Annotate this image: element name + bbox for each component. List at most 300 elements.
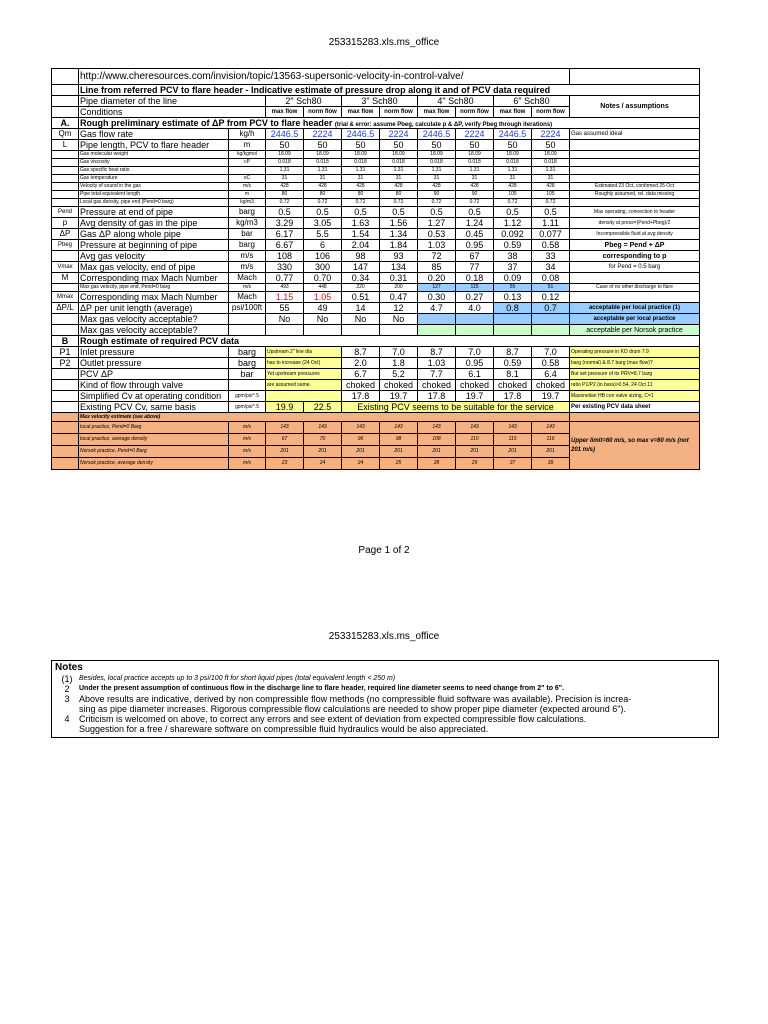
condition-6: max flow <box>494 107 532 118</box>
row-value-3: No <box>380 314 418 325</box>
velocity-value-4: 108 <box>418 434 456 446</box>
row-value-0: 18.09 <box>266 151 304 159</box>
row-value-1: 19.7 <box>380 391 418 402</box>
condition-2: max flow <box>342 107 380 118</box>
table-row <box>52 167 700 175</box>
row-code <box>52 175 79 183</box>
row-value-4: 8.1 <box>494 369 532 380</box>
row-value-2: choked <box>418 380 456 391</box>
row-value-2: 0.51 <box>342 292 380 303</box>
row-value-5: 19.7 <box>532 391 570 402</box>
row-value-2: 17.8 <box>418 391 456 402</box>
row-value-6: 0.5 <box>494 207 532 218</box>
blank-cell <box>52 434 79 446</box>
row-value-4: 0.59 <box>494 358 532 369</box>
row-code <box>52 167 79 175</box>
row-value-4: 17.8 <box>494 391 532 402</box>
row-value-2: 147 <box>342 262 380 273</box>
row-value-5 <box>456 314 494 325</box>
row-value-6: 0.018 <box>494 159 532 167</box>
row-value-6: 428 <box>494 183 532 191</box>
row-label: Pressure at beginning of pipe <box>79 240 229 251</box>
row-note <box>570 175 700 183</box>
velocity-value-7: 201 <box>532 446 570 458</box>
note-text: Under the present assumption of continuous flow in the discharge line to flare header, required line diameter seems to need change from 2" to 6". <box>79 685 565 692</box>
row-code: ΔP/L <box>52 303 79 314</box>
row-note: Gas assumed ideal <box>570 129 700 140</box>
table-row <box>52 314 700 325</box>
row-value-7: 2224 <box>532 129 570 140</box>
row-value-3: 0.95 <box>456 358 494 369</box>
table-row <box>52 273 700 284</box>
velocity-value-4: 143 <box>418 422 456 434</box>
row-value-1: 1.05 <box>304 292 342 303</box>
row-value-6: 1.31 <box>494 167 532 175</box>
row-value-6: 38 <box>494 251 532 262</box>
table-row <box>52 251 700 262</box>
row-unit: Mach <box>229 273 266 284</box>
row-value-6: 0.8 <box>494 303 532 314</box>
row-value-1: 7.0 <box>380 347 418 358</box>
table-row <box>52 151 700 159</box>
row-label: Pressure at end of pipe <box>79 207 229 218</box>
velocity-value-7: 39 <box>532 458 570 470</box>
table-row <box>52 369 700 380</box>
page1-footer: Page 1 of 2 <box>358 545 410 556</box>
row-value-7: 0.5 <box>532 207 570 218</box>
velocity-value-5: 201 <box>456 446 494 458</box>
row-value-6: 0.59 <box>494 240 532 251</box>
row-value-7: 0.7 <box>532 303 570 314</box>
row-value-6: 0.72 <box>494 199 532 207</box>
row-label: Velocity of sound in the gas <box>79 183 229 191</box>
row-value-4 <box>418 314 456 325</box>
row-note <box>570 151 700 159</box>
velocity-block-title: Max velocity estimate (see above) <box>79 413 570 422</box>
row-value-5: 31 <box>456 175 494 183</box>
row-value-1: 300 <box>304 262 342 273</box>
row-value-2: 1.31 <box>342 167 380 175</box>
row-unit: cP <box>229 159 266 167</box>
row-note <box>570 140 700 151</box>
blank-cell <box>52 85 79 96</box>
row-value-7: 51 <box>532 284 570 292</box>
velocity-value-4: 28 <box>418 458 456 470</box>
row-note: barg (normal) & 8.7 barg (max flow)? <box>570 358 700 369</box>
row-label: Max gas velocity acceptable? <box>79 325 229 336</box>
row-value-0: 6.67 <box>266 240 304 251</box>
row-code <box>52 314 79 325</box>
row-value-4: 85 <box>418 262 456 273</box>
row-unit: gpm/psi^.5 <box>229 402 266 413</box>
row-value-2: 18.09 <box>342 151 380 159</box>
blank-cell <box>52 422 79 434</box>
page2-header: 253315283.xls.ms_office <box>328 631 440 642</box>
row-value-1: 106 <box>304 251 342 262</box>
row-value-2: 0.5 <box>342 207 380 218</box>
row-value-5: 67 <box>456 251 494 262</box>
row-value-4: 0.30 <box>418 292 456 303</box>
table-row <box>52 207 700 218</box>
row-code <box>52 369 79 380</box>
velocity-value-1: 24 <box>304 458 342 470</box>
row-value-6: 18.09 <box>494 151 532 159</box>
row-value-6: 2446.5 <box>494 129 532 140</box>
velocity-unit: m/s <box>229 422 266 434</box>
table-row <box>52 402 700 413</box>
condition-3: norm flow <box>380 107 418 118</box>
row-value-1: 3.05 <box>304 218 342 229</box>
table-row <box>52 159 700 167</box>
row-value-3: 50 <box>380 140 418 151</box>
row-value-4: 31 <box>418 175 456 183</box>
row-value-1: 0.018 <box>304 159 342 167</box>
row-value-6: 0.09 <box>494 273 532 284</box>
row-note: ratio P1/P2 (in bara)>0.54, 24 Oct 11 <box>570 380 700 391</box>
row-value-2: 0.018 <box>342 159 380 167</box>
row-value-1: 80 <box>304 191 342 199</box>
row-value-5: 0.27 <box>456 292 494 303</box>
calculation-table <box>51 68 700 470</box>
table-row <box>52 240 700 251</box>
row-note: acceptable per local practice (1) <box>570 303 700 314</box>
velocity-note: Upper limit=60 m/s, so max v=60 m/s (not 201 m/s) <box>570 422 700 470</box>
row-value-7: 50 <box>532 140 570 151</box>
page1-header: 253315283.xls.ms_office <box>328 37 440 48</box>
row-label: Inlet pressure <box>79 347 229 358</box>
row-value-3: 1.84 <box>380 240 418 251</box>
table-row <box>52 422 700 434</box>
conditions-label: Conditions <box>79 107 266 118</box>
row-label: Corresponding max Mach Number <box>79 273 229 284</box>
blank-cell <box>52 413 79 422</box>
velocity-value-2: 96 <box>342 434 380 446</box>
row-label: Outlet pressure <box>79 358 229 369</box>
row-code <box>52 380 79 391</box>
row-value-2: 98 <box>342 251 380 262</box>
row-value-7 <box>532 325 570 336</box>
table-row <box>52 262 700 273</box>
row-value-4: 1.03 <box>418 240 456 251</box>
table-row <box>52 303 700 314</box>
row-unit <box>229 314 266 325</box>
row-value-5: 1.24 <box>456 218 494 229</box>
row-label: Simplified Cv at operating condition <box>79 391 229 402</box>
row-value-5: 115 <box>456 284 494 292</box>
velocity-value-6: 115 <box>494 434 532 446</box>
row-value-4: 50 <box>418 140 456 151</box>
row-value-1: 6 <box>304 240 342 251</box>
row-label: Existing PCV Cv, same basis <box>79 402 229 413</box>
row-code <box>52 199 79 207</box>
row-code: Mmax <box>52 292 79 303</box>
row-value-6: 55 <box>494 284 532 292</box>
row-unit: m <box>229 191 266 199</box>
row-value-3 <box>380 325 418 336</box>
condition-5: norm flow <box>456 107 494 118</box>
row-value-7: 0.018 <box>532 159 570 167</box>
row-code <box>52 151 79 159</box>
row-value-2: 50 <box>342 140 380 151</box>
row-unit: m/s <box>229 262 266 273</box>
row-value-0: 108 <box>266 251 304 262</box>
row-note: acceptable per Norsok practice <box>570 325 700 336</box>
velocity-value-0: 67 <box>266 434 304 446</box>
row-value-3: 80 <box>380 191 418 199</box>
row-note: Max operating, connection to header <box>570 207 700 218</box>
velocity-label: Norsok practice, average density <box>79 458 229 470</box>
note-text: sing as pipe diameter increases. Rigorous compressible flow calculations are needed to show proper pipe diameter (expected around 6"). <box>79 704 626 714</box>
row-value-7: 0.08 <box>532 273 570 284</box>
row-value-2: 220 <box>342 284 380 292</box>
row-value-7: 0.077 <box>532 229 570 240</box>
table-row <box>52 175 700 183</box>
row-value-0 <box>266 325 304 336</box>
row-code: Pend <box>52 207 79 218</box>
row-value-0: 0.5 <box>266 207 304 218</box>
row-value-5: 0.72 <box>456 199 494 207</box>
section-a-label: Rough preliminary estimate of ΔP from PCV to flare header <box>80 117 333 128</box>
row-value-0: 55 <box>266 303 304 314</box>
row-value-5: 0.45 <box>456 229 494 240</box>
row-unit: barg <box>229 347 266 358</box>
note-item <box>55 684 715 694</box>
row-value-3: 200 <box>380 284 418 292</box>
row-value-7: 31 <box>532 175 570 183</box>
row-value-3: 0.47 <box>380 292 418 303</box>
row-label: Local gas density, pipe end (Pend=0 barg) <box>79 199 229 207</box>
size-3in: 3" Sch80 <box>342 96 418 107</box>
row-note <box>570 292 700 303</box>
row-unit: kg/kgmol <box>229 151 266 159</box>
row-value-0: 1.15 <box>266 292 304 303</box>
row-note <box>570 167 700 175</box>
row-value-2: No <box>342 314 380 325</box>
row-code: Qm <box>52 129 79 140</box>
velocity-value-4: 201 <box>418 446 456 458</box>
velocity-unit: m/s <box>229 458 266 470</box>
table-row <box>52 325 700 336</box>
row-value-0: 19.9 <box>266 402 304 413</box>
velocity-value-6: 37 <box>494 458 532 470</box>
row-code: M <box>52 273 79 284</box>
source-url[interactable]: http://www.cheresources.com/invision/topic/13563-supersonic-velocity-in-control-valve/ <box>79 69 570 85</box>
note-text: Criticism is welcomed on above, to correct any errors and see extent of deviation from expected compressible flow calculations. <box>79 714 587 724</box>
row-value-5: 18.09 <box>456 151 494 159</box>
row-value-3: 1.31 <box>380 167 418 175</box>
row-value-5 <box>456 325 494 336</box>
row-value-0: 80 <box>266 191 304 199</box>
row-value-3: 19.7 <box>456 391 494 402</box>
row-unit <box>229 380 266 391</box>
table-row <box>52 284 700 292</box>
velocity-unit: m/s <box>229 446 266 458</box>
row-value-2: 428 <box>342 183 380 191</box>
condition-4: max flow <box>418 107 456 118</box>
row-value-3: 31 <box>380 175 418 183</box>
table-row <box>52 292 700 303</box>
row-value-2: 1.63 <box>342 218 380 229</box>
velocity-value-0: 143 <box>266 422 304 434</box>
row-value-5: 7.0 <box>532 347 570 358</box>
row-unit: kg/m3 <box>229 199 266 207</box>
row-value-2: 1.03 <box>418 358 456 369</box>
row-note: Roughly assumed, rel. data missing <box>570 191 700 199</box>
row-unit: psi/100ft <box>229 303 266 314</box>
velocity-value-3: 25 <box>380 458 418 470</box>
row-code <box>52 191 79 199</box>
velocity-label: Norsok practice, Pend=0 Barg <box>79 446 229 458</box>
table-row <box>52 229 700 240</box>
row-value-0: No <box>266 314 304 325</box>
row-value-0: 0.018 <box>266 159 304 167</box>
size-2in: 2" Sch80 <box>266 96 342 107</box>
section-b-code: B <box>52 336 79 347</box>
row-value-1 <box>304 325 342 336</box>
row-value-4: 1.27 <box>418 218 456 229</box>
upstream-note-0: Upstream 2" line dia <box>266 347 342 358</box>
row-value-7: 33 <box>532 251 570 262</box>
note-item <box>55 704 715 714</box>
note-item <box>55 694 715 704</box>
row-value-0: 50 <box>266 140 304 151</box>
row-value-6: 50 <box>494 140 532 151</box>
blank-cell <box>52 69 79 85</box>
row-code: Vmax <box>52 262 79 273</box>
row-value-5: 0.18 <box>456 273 494 284</box>
row-value-4: 127 <box>418 284 456 292</box>
note-text: Above results are indicative, derived by non compressible flow methods (no compressible fluid software was available). Precision is increa- <box>79 694 632 704</box>
row-value-0: 428 <box>266 183 304 191</box>
section-a-title <box>79 118 700 129</box>
blank-cell <box>52 107 79 118</box>
row-value-1: 428 <box>304 183 342 191</box>
row-value-5: 4.0 <box>456 303 494 314</box>
row-label: Gas specific heat ratio <box>79 167 229 175</box>
row-code <box>52 284 79 292</box>
row-unit: Mach <box>229 292 266 303</box>
upstream-note-3: are assumed same. <box>266 380 342 391</box>
row-value-7: 0.72 <box>532 199 570 207</box>
row-value-0: 31 <box>266 175 304 183</box>
row-value-2: 2446.5 <box>342 129 380 140</box>
row-value-0: 8.7 <box>342 347 380 358</box>
velocity-value-5: 29 <box>456 458 494 470</box>
row-note: Estimated 23 Oct, confirmed 25 Oct <box>570 183 700 191</box>
velocity-value-1: 201 <box>304 446 342 458</box>
row-value-6: 37 <box>494 262 532 273</box>
row-value-0: 493 <box>266 284 304 292</box>
blank-cell <box>52 96 79 107</box>
row-value-1: 1.8 <box>380 358 418 369</box>
upstream-note-2: Yet upstream pressures <box>266 369 342 380</box>
row-value-4: 0.5 <box>418 207 456 218</box>
row-label: Avg density of gas in the pipe <box>79 218 229 229</box>
row-value-5: 50 <box>456 140 494 151</box>
section-b-label: Rough estimate of required PCV data <box>79 336 700 347</box>
blank-cell <box>570 69 700 85</box>
row-value-7: 105 <box>532 191 570 199</box>
row-value-4: 4.7 <box>418 303 456 314</box>
row-value-3: 2224 <box>380 129 418 140</box>
velocity-value-5: 143 <box>456 422 494 434</box>
row-value-3: 12 <box>380 303 418 314</box>
row-unit: barg <box>229 358 266 369</box>
row-unit <box>229 167 266 175</box>
row-value-2: 0.34 <box>342 273 380 284</box>
row-value-4: 0.53 <box>418 229 456 240</box>
velocity-value-2: 143 <box>342 422 380 434</box>
row-code: P1 <box>52 347 79 358</box>
velocity-value-2: 24 <box>342 458 380 470</box>
velocity-value-6: 143 <box>494 422 532 434</box>
row-code: p <box>52 218 79 229</box>
row-value-3: choked <box>456 380 494 391</box>
row-note: Masoneilan HB con valve sizing, C=1 <box>570 391 700 402</box>
velocity-value-7: 143 <box>532 422 570 434</box>
row-value-1: 5.5 <box>304 229 342 240</box>
row-value-2: 14 <box>342 303 380 314</box>
row-code <box>52 325 79 336</box>
row-value-7 <box>532 314 570 325</box>
row-label: Pipe length, PCV to flare header <box>79 140 229 151</box>
notes-title: Notes <box>55 662 83 673</box>
row-value-4: 428 <box>418 183 456 191</box>
row-value-5: 6.4 <box>532 369 570 380</box>
table-row <box>52 391 700 402</box>
row-value-1: 0.72 <box>304 199 342 207</box>
note-number <box>55 724 79 734</box>
row-label: Gas temperature <box>79 175 229 183</box>
table-row <box>52 140 700 151</box>
existing-pcv-note: Existing PCV seems to be suitable for the service <box>342 402 570 413</box>
velocity-value-1: 143 <box>304 422 342 434</box>
row-value-5: 0.95 <box>456 240 494 251</box>
row-value-4: 0.018 <box>418 159 456 167</box>
row-value-7: 18.09 <box>532 151 570 159</box>
row-unit: bar <box>229 229 266 240</box>
table-row <box>52 380 700 391</box>
row-value-0: 6.17 <box>266 229 304 240</box>
row-value-0: choked <box>342 380 380 391</box>
row-value-1: 1.31 <box>304 167 342 175</box>
row-value-5: 1.31 <box>456 167 494 175</box>
row-value-4: 0.72 <box>418 199 456 207</box>
row-code: Pbeg <box>52 240 79 251</box>
note-number: 3 <box>64 694 70 704</box>
row-unit: kg/h <box>229 129 266 140</box>
row-value-7: 1.31 <box>532 167 570 175</box>
row-note: But set pressure of its PRV=8.7 barg <box>570 369 700 380</box>
row-unit: m/s <box>229 284 266 292</box>
velocity-value-7: 116 <box>532 434 570 446</box>
row-value-7: 34 <box>532 262 570 273</box>
blank-cell <box>570 413 700 422</box>
row-value-0: 330 <box>266 262 304 273</box>
row-label: Gas molecular weight <box>79 151 229 159</box>
condition-7: norm flow <box>532 107 570 118</box>
row-note: Pbeg = Pend + ΔP <box>570 240 700 251</box>
row-note <box>570 199 700 207</box>
row-value-3: 1.56 <box>380 218 418 229</box>
section-a-code: A. <box>52 118 79 129</box>
row-value-2: 31 <box>342 175 380 183</box>
row-value-2: 2.04 <box>342 240 380 251</box>
note-number: 2 <box>64 684 70 694</box>
upstream-note-1: has to increase (24 Oct) <box>266 358 342 369</box>
row-value-1: 2224 <box>304 129 342 140</box>
row-label: Max gas velocity, end of pipe <box>79 262 229 273</box>
